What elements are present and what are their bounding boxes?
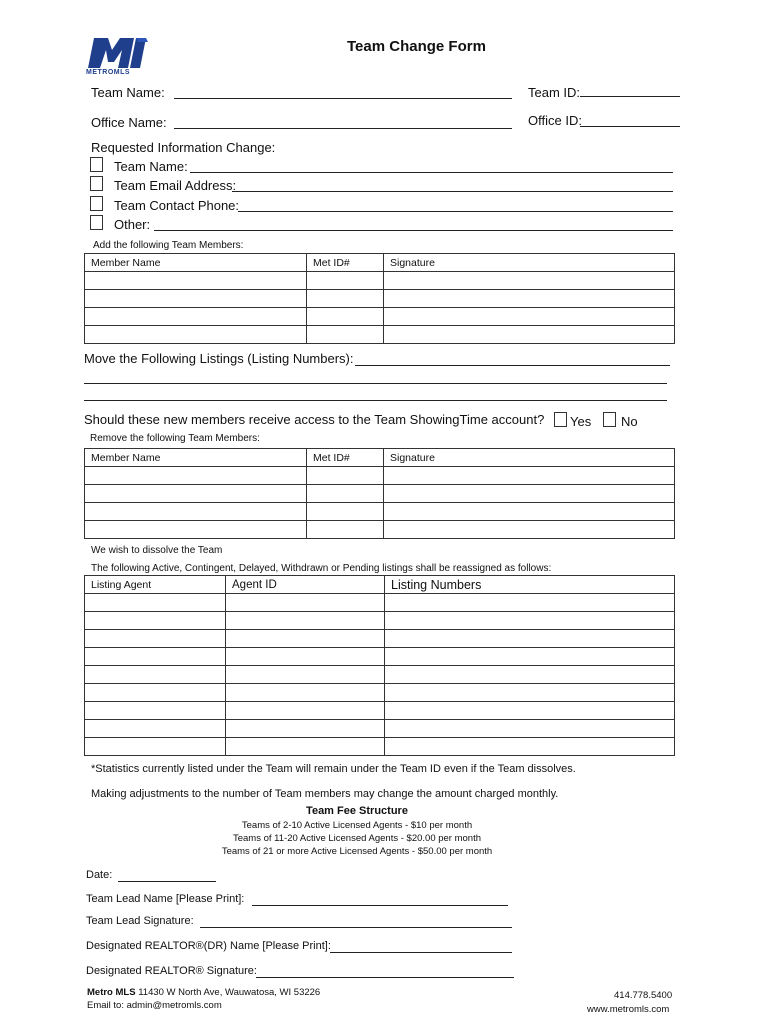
table-cell[interactable] bbox=[226, 630, 385, 648]
footer-website[interactable]: www.metromls.com bbox=[587, 1004, 670, 1015]
table-row bbox=[85, 521, 675, 539]
team-phone-change-checkbox[interactable] bbox=[90, 196, 103, 211]
team-email-change-field[interactable] bbox=[232, 191, 673, 192]
table-cell[interactable] bbox=[385, 720, 675, 738]
column-header: Met ID# bbox=[307, 254, 384, 272]
table-cell[interactable] bbox=[85, 720, 226, 738]
team-lead-name-label: Team Lead Name [Please Print]: bbox=[86, 893, 245, 905]
add-members-label: Add the following Team Members: bbox=[93, 240, 244, 251]
table-row bbox=[85, 684, 675, 702]
team-lead-signature-label: Team Lead Signature: bbox=[86, 915, 194, 927]
table-cell[interactable] bbox=[385, 666, 675, 684]
team-email-change-label: Team Email Address: bbox=[114, 178, 237, 193]
table-cell[interactable] bbox=[385, 702, 675, 720]
table-row bbox=[85, 612, 675, 630]
add-members-table bbox=[84, 253, 675, 344]
table-cell[interactable] bbox=[226, 594, 385, 612]
table-cell[interactable] bbox=[385, 612, 675, 630]
table-cell[interactable] bbox=[85, 308, 307, 326]
team-id-field[interactable] bbox=[580, 96, 680, 97]
team-name-change-field[interactable] bbox=[190, 172, 673, 173]
table-cell[interactable] bbox=[226, 720, 385, 738]
table-row bbox=[85, 485, 675, 503]
statistics-note: *Statistics currently listed under the Team will remain under the Team ID even if the Team dissolves. bbox=[91, 763, 576, 775]
team-phone-change-label: Team Contact Phone: bbox=[114, 198, 240, 213]
page-title: Team Change Form bbox=[347, 38, 486, 55]
table-row bbox=[85, 630, 675, 648]
table-cell[interactable] bbox=[85, 738, 226, 756]
logo-text: METROMLS bbox=[86, 69, 131, 76]
date-field[interactable] bbox=[118, 881, 216, 882]
table-row bbox=[85, 467, 675, 485]
team-email-change-checkbox[interactable] bbox=[90, 176, 103, 191]
table-cell[interactable] bbox=[307, 290, 384, 308]
table-cell[interactable] bbox=[85, 594, 226, 612]
dr-signature-field[interactable] bbox=[256, 977, 514, 978]
table-cell[interactable] bbox=[307, 272, 384, 290]
table-row bbox=[85, 503, 675, 521]
table-row bbox=[85, 594, 675, 612]
table-cell[interactable] bbox=[307, 503, 384, 521]
table-row bbox=[85, 720, 675, 738]
table-cell[interactable] bbox=[384, 467, 675, 485]
table-cell[interactable] bbox=[85, 630, 226, 648]
table-cell[interactable] bbox=[385, 630, 675, 648]
table-cell[interactable] bbox=[85, 272, 307, 290]
move-listings-field-3[interactable] bbox=[84, 400, 667, 401]
table-cell[interactable] bbox=[307, 485, 384, 503]
table-cell[interactable] bbox=[226, 612, 385, 630]
column-header: Agent ID bbox=[226, 576, 385, 594]
table-cell[interactable] bbox=[384, 485, 675, 503]
table-cell[interactable] bbox=[85, 612, 226, 630]
showingtime-question: Should these new members receive access to the Team ShowingTime account? bbox=[84, 412, 545, 427]
team-lead-signature-field[interactable] bbox=[200, 927, 512, 928]
showingtime-yes-checkbox[interactable] bbox=[554, 412, 567, 427]
other-change-checkbox[interactable] bbox=[90, 215, 103, 230]
table-cell[interactable] bbox=[384, 272, 675, 290]
table-cell[interactable] bbox=[307, 521, 384, 539]
table-cell[interactable] bbox=[226, 666, 385, 684]
showingtime-no-checkbox[interactable] bbox=[603, 412, 616, 427]
team-name-label: Team Name: bbox=[91, 85, 165, 100]
move-listings-label: Move the Following Listings (Listing Numbers): bbox=[84, 351, 354, 366]
team-name-field[interactable] bbox=[174, 98, 512, 99]
table-cell[interactable] bbox=[226, 684, 385, 702]
column-header: Member Name bbox=[85, 254, 307, 272]
table-cell[interactable] bbox=[85, 467, 307, 485]
metromls-logo bbox=[86, 36, 150, 78]
office-name-label: Office Name: bbox=[91, 115, 167, 130]
table-cell[interactable] bbox=[226, 702, 385, 720]
other-change-label: Other: bbox=[114, 217, 151, 232]
table-cell[interactable] bbox=[385, 738, 675, 756]
move-listings-field[interactable] bbox=[355, 365, 670, 366]
table-cell[interactable] bbox=[85, 702, 226, 720]
office-id-label: Office ID: bbox=[528, 113, 582, 128]
fee-structure bbox=[200, 805, 514, 857]
footer-street: 11430 W North Ave, Wauwatosa, WI 53226 bbox=[138, 987, 321, 998]
table-cell[interactable] bbox=[384, 521, 675, 539]
table-cell[interactable] bbox=[226, 738, 385, 756]
footer-address bbox=[87, 987, 320, 998]
move-listings-field-2[interactable] bbox=[84, 383, 667, 384]
table-cell[interactable] bbox=[385, 594, 675, 612]
table-cell[interactable] bbox=[385, 648, 675, 666]
remove-members-table bbox=[84, 448, 675, 539]
table-cell[interactable] bbox=[384, 326, 675, 344]
table-cell[interactable] bbox=[307, 308, 384, 326]
table-row bbox=[85, 290, 675, 308]
other-change-field[interactable] bbox=[154, 230, 673, 231]
table-cell[interactable] bbox=[85, 521, 307, 539]
showingtime-no-label: No bbox=[621, 414, 638, 429]
date-label: Date: bbox=[86, 869, 113, 881]
showingtime-yes-label: Yes bbox=[570, 414, 592, 429]
dr-name-label: Designated REALTOR®(DR) Name [Please Print]: bbox=[86, 940, 331, 952]
table-row bbox=[85, 308, 675, 326]
footer-email[interactable]: Email to: admin@metromls.com bbox=[87, 1000, 222, 1011]
table-row bbox=[85, 666, 675, 684]
office-name-field[interactable] bbox=[174, 128, 512, 129]
table-cell[interactable] bbox=[85, 503, 307, 521]
table-row bbox=[85, 738, 675, 756]
table-cell[interactable] bbox=[226, 648, 385, 666]
team-lead-name-field[interactable] bbox=[252, 905, 508, 906]
table-cell[interactable] bbox=[307, 326, 384, 344]
table-cell[interactable] bbox=[384, 290, 675, 308]
fee-line: Teams of 2-10 Active Licensed Agents - $10 per month bbox=[241, 820, 473, 831]
table-cell[interactable] bbox=[307, 467, 384, 485]
metromls-logo-mark bbox=[86, 36, 150, 70]
team-name-change-checkbox[interactable] bbox=[90, 157, 103, 172]
reassign-listings-table bbox=[84, 575, 675, 756]
table-cell[interactable] bbox=[85, 684, 226, 702]
dr-name-field[interactable] bbox=[330, 952, 512, 953]
footer-phone: 414.778.5400 bbox=[614, 990, 673, 1001]
column-header: Listing Numbers bbox=[385, 576, 675, 594]
table-row bbox=[85, 326, 675, 344]
table-cell[interactable] bbox=[384, 308, 675, 326]
column-header: Signature bbox=[384, 449, 675, 467]
column-header: Met ID# bbox=[307, 449, 384, 467]
requested-heading: Requested Information Change: bbox=[91, 140, 276, 155]
office-id-field[interactable] bbox=[580, 126, 680, 127]
table-row bbox=[85, 272, 675, 290]
table-cell[interactable] bbox=[385, 684, 675, 702]
remove-members-label: Remove the following Team Members: bbox=[90, 433, 260, 444]
table-cell[interactable] bbox=[85, 666, 226, 684]
team-name-change-label: Team Name: bbox=[114, 159, 188, 174]
adjustments-note: Making adjustments to the number of Team members may change the amount charged monthly. bbox=[91, 788, 559, 800]
dissolve-line: We wish to dissolve the Team bbox=[91, 545, 223, 556]
column-header: Signature bbox=[384, 254, 675, 272]
table-row bbox=[85, 648, 675, 666]
fee-line: Teams of 11-20 Active Licensed Agents - $20.00 per month bbox=[232, 833, 482, 844]
fee-structure-title: Team Fee Structure bbox=[306, 805, 408, 817]
table-row bbox=[85, 702, 675, 720]
fee-line: Teams of 21 or more Active Licensed Agents - $50.00 per month bbox=[221, 846, 493, 857]
column-header: Member Name bbox=[85, 449, 307, 467]
table-cell[interactable] bbox=[384, 503, 675, 521]
footer-company: Metro MLS bbox=[87, 987, 136, 998]
dr-signature-label: Designated REALTOR® Signature: bbox=[86, 965, 257, 977]
team-phone-change-field[interactable] bbox=[238, 211, 673, 212]
table-cell[interactable] bbox=[85, 290, 307, 308]
reassign-line: The following Active, Contingent, Delayed, Withdrawn or Pending listings shall be reassigned as follows: bbox=[91, 563, 552, 574]
table-cell[interactable] bbox=[85, 648, 226, 666]
table-cell[interactable] bbox=[85, 485, 307, 503]
table-cell[interactable] bbox=[85, 326, 307, 344]
column-header: Listing Agent bbox=[85, 576, 226, 594]
team-id-label: Team ID: bbox=[528, 85, 581, 100]
